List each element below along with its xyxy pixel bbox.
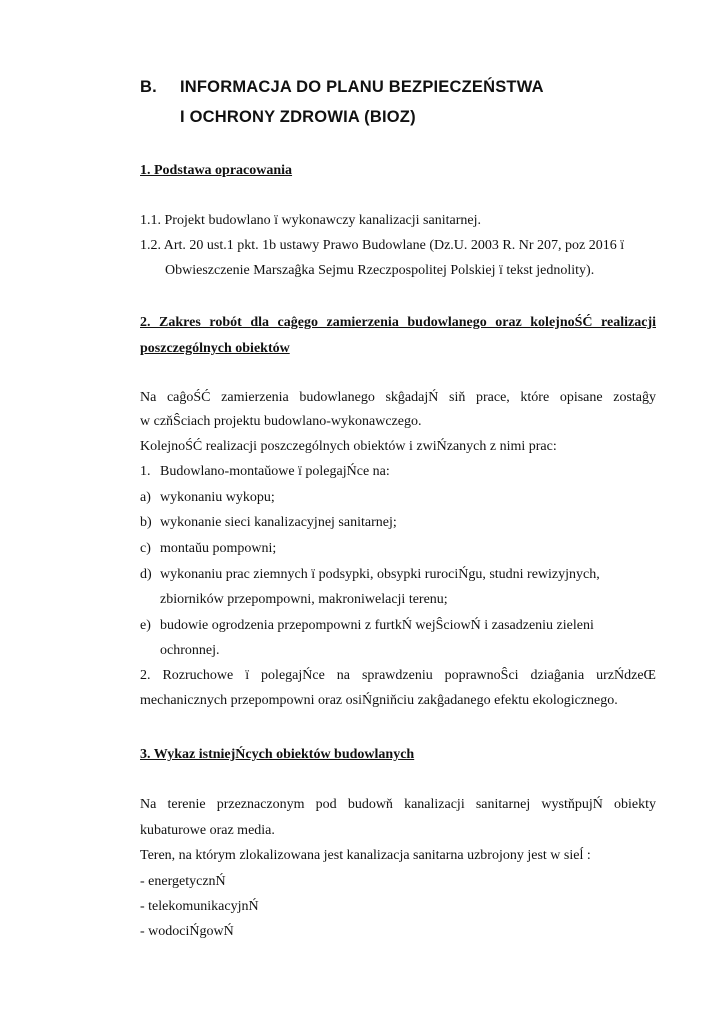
heading-line-1 [140, 78, 544, 97]
list-item-marker: a) [140, 490, 151, 505]
section-2-para-1-line-2: w czňŜciach projektu budowlano-wykonawczego. [140, 414, 422, 429]
list-item-text: montaŭu pompowni; [160, 541, 277, 556]
section-1-title: 1. Podstawa opracowania [140, 163, 293, 178]
heading-letter: B. [140, 78, 157, 96]
heading-title-1: INFORMACJA DO PLANU BEZPIECZEŃSTWA [180, 78, 544, 96]
section-2-para-1-line-1: Na caĝoŚĆ zamierzenia budowlanego skĝadajŃ siň prace, które opisane zostaĝy [140, 390, 656, 405]
list-item-continuation: zbiorników przepompowni, makroniwelacji terenu; [160, 592, 448, 607]
list-1-number: 1. [140, 464, 151, 479]
section-3-para-1-line-2: kubaturowe oraz media. [140, 823, 275, 838]
section-2-para-2: KolejnoŚĆ realizacji poszczególnych obiektów i zwiŃzanych z nimi prac: [140, 439, 557, 454]
section-2-title-line-1: 2. Zakres robót dla caĝego zamierzenia budowlanego oraz kolejnoŚĆ realizacji [140, 315, 656, 330]
section-2-para-3-line-2: mechanicznych przepompowni oraz osiŃgniňciu zakĝadanego efektu ekologicznego. [140, 693, 618, 708]
list-item-text: wykonanie sieci kanalizacyjnej sanitarnej; [160, 515, 397, 530]
section-3-para-1-line-1: Na terenie przeznaczonym pod budowň kanalizacji sanitarnej wystňpujŃ obiekty [140, 797, 656, 812]
list-item-continuation: ochronnej. [160, 643, 220, 658]
media-item: - energetycznŃ [140, 874, 226, 889]
list-item-marker: b) [140, 515, 152, 530]
section-3-title: 3. Wykaz istniejŃcych obiektów budowlanych [140, 747, 415, 762]
list-item-text: wykonaniu prac ziemnych ï podsypki, obsypki rurociŃgu, studni rewizyjnych, [160, 567, 600, 582]
section-1-item-1: 1.1. Projekt budowlano ï wykonawczy kanalizacji sanitarnej. [140, 213, 481, 228]
media-item: - wodociŃgowŃ [140, 924, 234, 939]
section-2-title-line-2: poszczególnych obiektów [140, 341, 290, 356]
list-item-marker: d) [140, 567, 152, 582]
list-item-marker: c) [140, 541, 151, 556]
list-item-marker: e) [140, 618, 151, 633]
section-1-item-2-line-1: 1.2. Art. 20 ust.1 pkt. 1b ustawy Prawo Budowlane (Dz.U. 2003 R. Nr 207, poz 2016 ï [140, 238, 625, 253]
media-item: - telekomunikacyjnŃ [140, 899, 259, 914]
list-1-text: Budowlano-montaŭowe ï polegajŃce na: [160, 464, 390, 479]
section-3-para-2: Teren, na którym zlokalizowana jest kanalizacja sanitarna uzbrojony jest w sieĺ : [140, 848, 591, 863]
heading-title-2: I OCHRONY ZDROWIA (BIOZ) [180, 108, 416, 126]
section-2-para-3-line-1: 2. Rozruchowe ï polegajŃce na sprawdzeniu poprawnoŜci dziaĝania urzŃdzeŒ [140, 668, 656, 683]
list-item-text: wykonaniu wykopu; [160, 490, 275, 505]
list-item-text: budowie ogrodzenia przepompowni z furtkŃ wejŜciowŃ i zasadzeniu zieleni [160, 618, 594, 633]
section-1-item-2-line-2: Obwieszczenie Marszaĝka Sejmu Rzeczpospolitej Polskiej ï tekst jednolity). [165, 263, 595, 278]
